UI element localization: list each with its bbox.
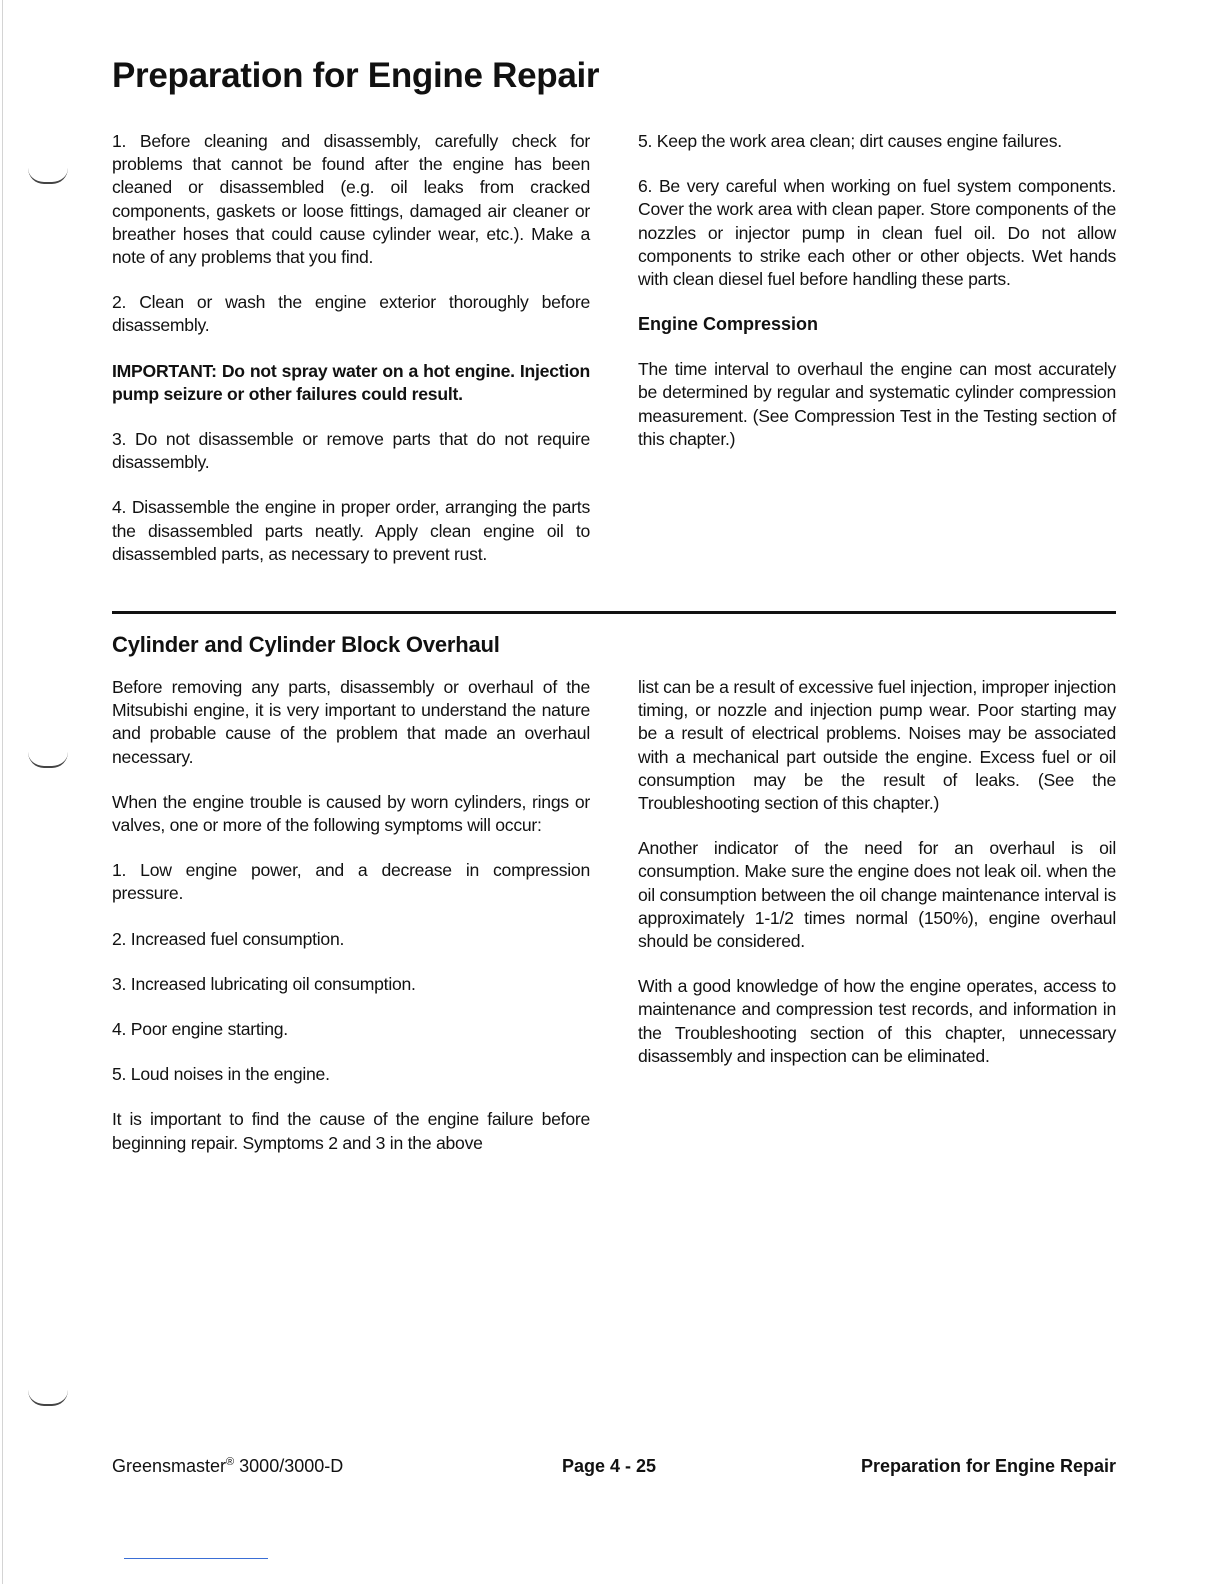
section-divider — [112, 611, 1116, 614]
binder-hole-mark-middle — [28, 752, 68, 768]
engine-compression-text: The time interval to overhaul the engine can most accurately be determined by regular and systematic cylinder compression measurement. (See Compression Test in the Testing section of this chapter.) — [638, 359, 1116, 449]
bottom-underline — [124, 1558, 268, 1559]
prep-step-5: 5. Keep the work area clean; dirt causes engine failures. — [638, 131, 1062, 151]
prep-step-4: 4. Disassemble the engine in proper order, arranging the parts the disassembled parts neatly. Apply clean engine oil to disassembled parts, as necessary to prevent rust. — [112, 497, 590, 564]
footer-model: 3000/3000-D — [234, 1456, 344, 1476]
symptom-1: 1. Low engine power, and a decrease in compression pressure. — [112, 860, 590, 904]
footer-section-name: Preparation for Engine Repair — [860, 1456, 1116, 1476]
overhaul-symptoms-intro: When the engine trouble is caused by worn cylinders, rings or valves, one or more of the following symptoms will occur: — [112, 791, 590, 836]
overhaul-section-title: Cylinder and Cylinder Block Overhaul — [112, 632, 500, 657]
scan-edge-line — [2, 0, 3, 1584]
binder-hole-mark-top — [28, 168, 68, 184]
registered-mark: ® — [226, 1456, 235, 1468]
important-notice: IMPORTANT: Do not spray water on a hot engine. Injection pump seizure or other failures could result. — [112, 360, 590, 404]
prep-step-6: 6. Be very careful when working on fuel system components. Cover the work area with clean paper. Store components of the nozzles or injector pump in clean fuel oil. Do not allow components to strike each other or other objects. Wet hands with clean diesel fuel before handling these parts. — [638, 176, 1116, 290]
prep-left-column — [112, 130, 590, 566]
symptom-3: 3. Increased lubricating oil consumption. — [112, 973, 416, 994]
overhaul-continued-text: list can be a result of excessive fuel injection, improper injection timing, or nozzle and injection pump wear. Poor starting may be a result of electrical problems. Noises may be associated with a mechanical part outside the engine. Excess fuel or oil consumption may be the result of leaks. (See the Troubleshooting section of this chapter.) — [638, 677, 1116, 814]
prep-right-column — [638, 130, 1116, 451]
prep-step-1: 1. Before cleaning and disassembly, carefully check for problems that cannot be found after the engine has been cleaned or disassembled (e.g. oil leaks from cracked components, gaskets or loose fittings, damaged air cleaner or breather hoses that could cause cylinder wear, etc.). Make a note of any problems that you find. — [112, 131, 590, 268]
engine-compression-heading: Engine Compression — [638, 314, 819, 335]
footer-product — [112, 1454, 343, 1478]
footer-page-number: Page 4 - 25 — [562, 1456, 657, 1476]
overhaul-right-column — [638, 676, 1116, 1068]
overhaul-cause-text: It is important to find the cause of the engine failure before beginning repair. Symptoms 2 and 3 in the above — [112, 1109, 590, 1153]
binder-hole-mark-bottom — [28, 1390, 68, 1406]
symptom-5: 5. Loud noises in the engine. — [112, 1064, 330, 1085]
overhaul-intro: Before removing any parts, disassembly or overhaul of the Mitsubishi engine, it is very important to understand the nature and probable cause of the problem that made an overhaul necessary. — [112, 677, 590, 767]
symptom-2: 2. Increased fuel consumption. — [112, 928, 345, 949]
symptom-4: 4. Poor engine starting. — [112, 1019, 288, 1040]
oil-consumption-indicator: Another indicator of the need for an overhaul is oil consumption. Make sure the engine does not leak oil. when the oil consumption between the oil change maintenance interval is approximately 1-1/2 times normal (150%), engine overhaul should be considered. — [638, 838, 1116, 952]
footer-product-name: Greensmaster — [112, 1456, 227, 1476]
overhaul-left-column — [112, 676, 590, 1155]
prep-step-2: 2. Clean or wash the engine exterior thoroughly before disassembly. — [112, 292, 590, 336]
page-title: Preparation for Engine Repair — [112, 56, 600, 95]
knowledge-paragraph: With a good knowledge of how the engine operates, access to maintenance and compression test records, and information in the Troubleshooting section of this chapter, unnecessary disassembly and inspection can be eliminated. — [638, 976, 1116, 1066]
prep-step-3: 3. Do not disassemble or remove parts that do not require disassembly. — [112, 429, 590, 473]
